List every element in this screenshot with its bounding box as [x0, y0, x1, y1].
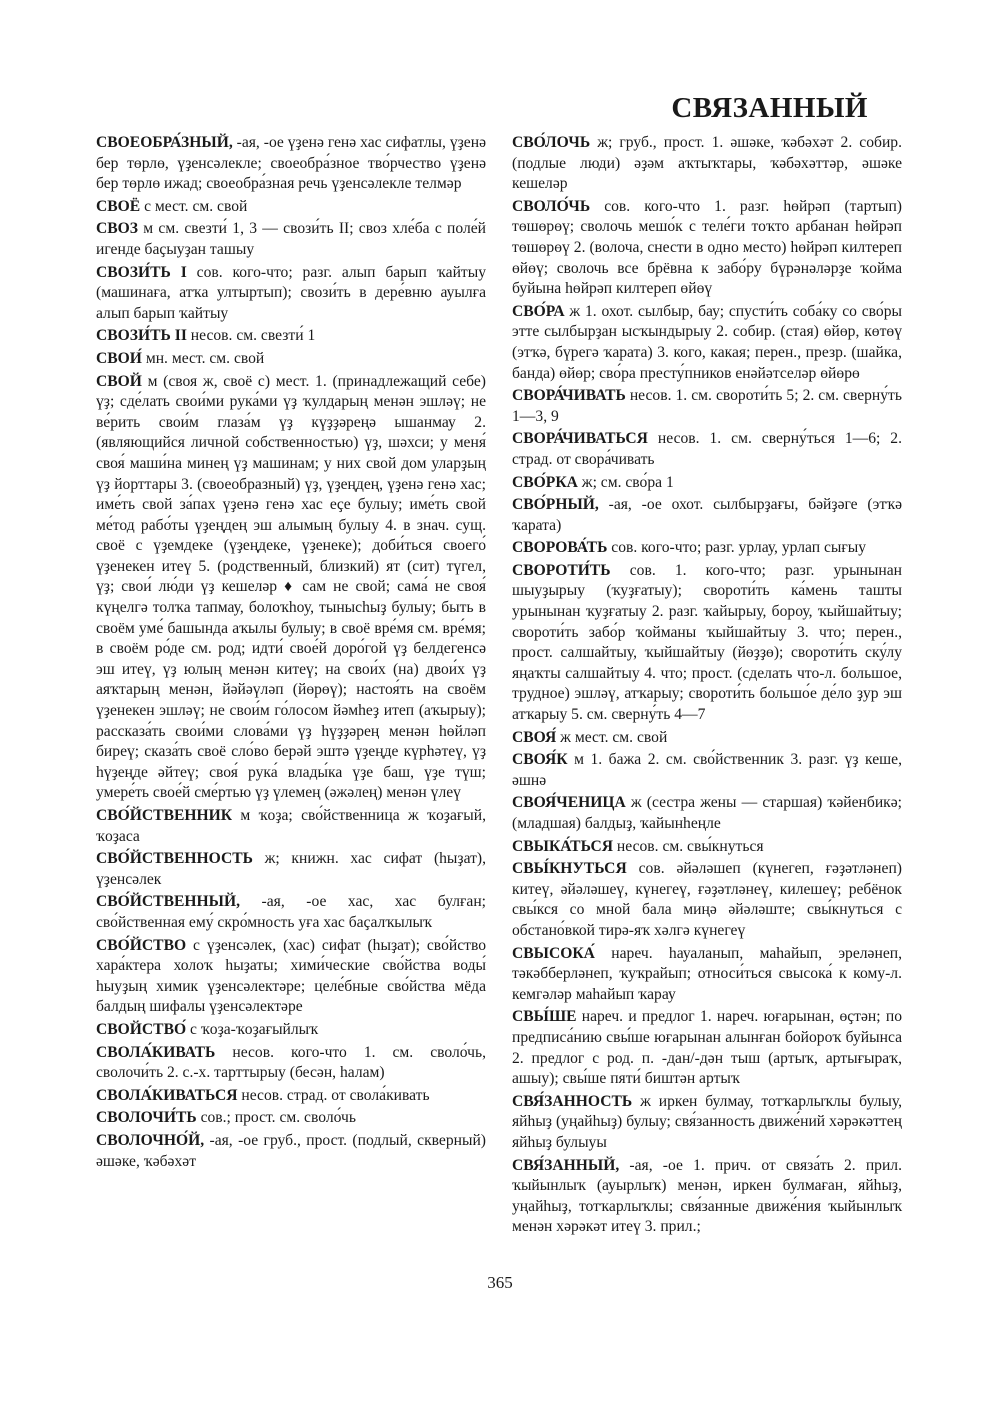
entry-headword: СВОЯ́К — [512, 751, 568, 769]
entry-headword: СВОЁ — [96, 197, 141, 215]
entry-headword: СВЫСОКА́ — [512, 944, 595, 962]
entry-headword: СВОРОТИ́ТЬ — [512, 561, 611, 579]
entry-headword: СВОЙ — [96, 372, 142, 390]
entry-definition: м см. свезти́ 1, 3 — свози́ть II; своз хле́ба с поле́й игенде баҫыуҙан ташыу — [96, 220, 486, 258]
entry-headword: СВО́ЛОЧЬ — [512, 134, 591, 151]
dictionary-entry — [96, 1108, 486, 1129]
entry-headword: СВОЛОЧНО́Й, — [96, 1131, 205, 1149]
entry-headword: СВОЕОБРА́ЗНЫЙ, — [96, 134, 233, 151]
dictionary-entry — [512, 302, 902, 384]
entry-headword: СВОЗ — [96, 220, 139, 238]
entry-headword: СВОИ́ — [96, 349, 142, 367]
entry-headword: СВОЛА́КИВАТЬ — [96, 1043, 216, 1061]
dictionary-entry — [96, 1086, 486, 1107]
dictionary-entry — [512, 197, 902, 300]
entry-definition: сов. 1. кого-что; разг. урынынан шыуҙырыу (ҡуҙғатыу); свороти́ть ка́мень ташты урынынан ҡуҙғатыу 2. разг. ҡайырыу, бороу, ҡыйшайтыу; свороти́ть забо́р ҡойманы ҡыйшайтыу 3. что; перен., прост. салшайтыу, ҡыйшайтыу (йөҙҙө); свороти́ть ску́лу яңаҡты салшайтыу 4. что; прост. (сделать что-л. большое, трудное) эшләү, атҡарыу; свороти́ть большо́е де́ло ҙур эш атҡарыу 5. см. сверну́ть 4—7 — [512, 561, 902, 724]
left-column — [96, 133, 486, 1174]
dictionary-entry — [96, 806, 486, 847]
dictionary-entry — [512, 728, 902, 749]
dictionary-entry — [96, 1131, 486, 1172]
entry-definition: ж мест. см. свой — [556, 728, 668, 746]
entry-headword: СВОЛО́ЧЬ — [512, 197, 591, 215]
entry-headword: СВОЗИ́ТЬ I — [96, 263, 187, 281]
entry-headword: СВОРОВА́ТЬ — [512, 539, 608, 557]
entry-headword: СВО́РКА — [512, 473, 578, 491]
entry-headword: СВОЛА́КИВАТЬСЯ — [96, 1086, 238, 1104]
entry-definition: ж; книжн. хас сифат (һыҙат), үҙенсәлек — [96, 850, 486, 888]
entry-definition: мн. мест. см. свой — [141, 349, 265, 367]
dictionary-entry — [96, 326, 486, 347]
dictionary-entry — [512, 859, 902, 941]
dictionary-entry — [96, 372, 486, 804]
dictionary-entry — [96, 219, 486, 260]
entry-definition: ж 1. охот. сылбыр, бау; спусти́ть соба́ку со сво́ры этте сылбырҙан ысҡындырыу 2. собир. (стая) өйөр, көтөү (этҡә, бүрегә ҡарата) 3. кого, какая; перен., презр. (шайка, банда) өйөр; сво́ра престу́пников енәйәтселәр өйөрө — [512, 302, 902, 382]
entry-headword: СВО́РА — [512, 302, 565, 320]
right-column — [512, 133, 902, 1240]
entry-definition: ж; груб., прост. 1. әшәке, ҡәбәхәт 2. собир. (подлые люди) әҙәм аҡтыҡтары, ҡәбәхәттәр, әшәке кешеләр — [512, 134, 902, 193]
dictionary-entry — [96, 1043, 486, 1084]
dictionary-entry — [96, 197, 486, 218]
entry-definition: нареч. и предлог 1. нареч. юғарынан, өҫтән; по предписа́нию свы́ше юғарынан алынған бойороҡ буйынса 2. предлог с род. п. -дан/-дән тыш (артыҡ, артығыраҡ, ашыу); свы́ше пяти́ биштән артыҡ — [512, 1008, 902, 1088]
entry-definition: -ая, -ое охот. сылбырҙағы, бәйҙәге (этҡә ҡарата) — [512, 496, 902, 534]
dictionary-entry — [96, 1020, 486, 1041]
entry-definition: сов.; прост. см. своло́чь — [196, 1109, 356, 1127]
entry-headword: СВО́ЙСТВЕННЫЙ, — [96, 893, 240, 911]
dictionary-entry — [512, 538, 902, 559]
entry-definition: -ая, -ое 1. прич. от связа́ть 2. прил. ҡыйынлыҡ (ауырлыҡ) менән, иркен булмаған, яйһыҙ, уңайһыҙ, тотҡарлыҡлы; свя́занные движе́ния ҡыйынлыҡ менән хәрәкәт итеү 3. прил.; — [512, 1156, 902, 1236]
entry-definition: несов. см. свезти́ 1 — [186, 327, 316, 345]
entry-definition: м ҡоҙа; сво́йственница ж ҡоҙағый, ҡоҙаса — [96, 807, 486, 845]
entry-headword: СВЫ́КНУТЬСЯ — [512, 860, 627, 878]
entry-headword: СВЫ́ШЕ — [512, 1008, 577, 1026]
entry-headword: СВО́ЙСТВЕННИК — [96, 807, 233, 824]
dictionary-entry — [96, 849, 486, 890]
dictionary-entry — [512, 561, 902, 726]
dictionary-entry — [512, 944, 902, 1006]
dictionary-entry — [512, 1092, 902, 1154]
entry-headword: СВОРА́ЧИВАТЬ — [512, 387, 626, 405]
entry-definition: сов. кого-что 1. разг. һөйрәп (тартып) төшөрөү; сволочь мешо́к с теле́ги тоҡто арбанан һөйрәп төшөрөү 2. (волоча, снести в одно место) һөйрәп килтереп өйөү; сволочь все брёвна к забо́ру бүрәнәләрҙе ҡойма буйына һөйрәп килтереп өйөү — [512, 197, 902, 298]
entry-headword: СВОЯ́ — [512, 728, 557, 746]
entry-headword: СВОЛОЧИ́ТЬ — [96, 1109, 197, 1127]
dictionary-entry — [96, 892, 486, 933]
entry-definition: несов. кого-что 1. см. своло́чь, сволочи́ть 2. с.-х. тарттырыу (бесән, һалам) — [96, 1043, 486, 1082]
entry-headword: СВОЙСТВО́ — [96, 1020, 187, 1038]
entry-definition: несов. 1. см. свороти́ть 5; 2. см. сверну́ть 1—3, 9 — [512, 387, 902, 425]
entry-definition: ж (сестра жены — старшая) ҡәйенбикә; (младшая) балдыҙ, ҡайынһеңле — [512, 794, 902, 832]
dictionary-entry — [512, 1007, 902, 1089]
entry-definition: с ҡоҙа-ҡоҙағыйлыҡ — [186, 1020, 319, 1038]
entry-headword: СВО́РНЫЙ, — [512, 496, 599, 514]
entry-definition: -ая, -ое груб., прост. (подлый, скверный) әшәке, ҡәбәхәт — [96, 1131, 486, 1170]
entry-definition: с мест. см. свой — [140, 197, 248, 215]
dictionary-entry — [512, 495, 902, 536]
dictionary-entry — [96, 349, 486, 370]
entry-definition: с үҙенсәлек, (хас) сифат (һыҙат); сво́йство хара́ктера холоҡ һыҙаты; хими́ческие сво́йства воды́ һыуҙың химик үҙенсәлектәре; целе́бные сво́йства мёда балдың шифалы үҙенсәлектәре — [96, 936, 486, 1016]
dictionary-entry — [512, 429, 902, 470]
entry-definition: сов. кого-что; разг. алып барып ҡайтыу (машинаға, атҡа ултыртып); свози́ть в дере́вню ауылға алып барып ҡайтыу — [96, 263, 486, 322]
dictionary-entry — [512, 793, 902, 834]
dictionary-entry — [512, 133, 902, 195]
entry-headword: СВО́ЙСТВО — [96, 936, 187, 954]
entry-definition: несов. см. свы́кнуться — [613, 837, 764, 855]
entry-definition: несов. страд. от свола́кивать — [237, 1086, 430, 1104]
running-head: СВЯЗАННЫЙ — [671, 92, 868, 124]
entry-definition: -ая, -ое үҙенә генә хас сифатлы, үҙенә бер төрлө, үҙенсәлекле; своеобра́зное тво́рчество үҙенә бер төрлө ижад; своеобра́зная речь үҙенсәлекле телмәр — [96, 134, 486, 193]
entry-definition: сов. кого-что; разг. урлау, урлап сығыу — [607, 539, 867, 557]
entry-definition: -ая, -ое хас, хас булған; сво́йственная ему́ скро́мность уға хас баҫалҡылыҡ — [96, 893, 486, 931]
dictionary-entry — [96, 263, 486, 325]
entry-definition: сов. әйәләшеп (күнегеп, ғәҙәтләнеп) китеү, әйәләшеү, күнегеү, ғәҙәтләнеү, килешеү; ребёнок свы́кся со мной бала миңә әйәләште; свы́кнуться с обстано́вкой тирә-яҡ хәлгә күнегеү — [512, 860, 902, 939]
entry-definition: м (своя ж, своё с) мест. 1. (принадлежащий себе) үҙ; сде́лать свои́ми рука́ми үҙ ҡулдарың менән эшләү; не ве́рить свои́м глаза́м үҙ күҙҙәреңә ышанмау 2. (являющийся личной собственностью) үҙ, шәхси; у меня́ своя́ маши́на минең үҙ машинам; у них свой дом уларҙың үҙ йорттары 3. (своеобразный) үҙ, үҙеңдең, үҙенә генә хас; име́ть свой за́пах үҙенә генә хас еҫе булыу; име́ть свой ме́тод рабо́ты үҙеңдең эш алымың булыу 4. в знач. сущ. своё с үҙемдеке (үҙеңдеке, үҙенеке); доби́ться своего́ үҙенекен итеү 5. (родственный, близкий) ят (сит) түгел, үҙ; свои́ лю́ди үҙ кешеләр ♦ сам не свой; сама́ не своя́ күңелгә толҡа тапмау, болоҡһоу, тынысһыҙ булыу; быть в своём уме́ башында аҡылы булыу; в своё вре́мя см. вре́мя; в своём ро́де см. род; идти́ свое́й доро́гой үҙ белдегенсә эш итеү, үҙ юлың менән китеү; на свои́х (на) двои́х үҙ аяҡтарың менән, йәйәүләп (йөрөү); настоя́ть на своём үҙенекен эшләү; не свои́м го́лосом йәмһеҙ итеп (аҡырыу); рассказа́ть свои́ми слова́ми үҙ һүҙҙәрең менән һөйләп биреү; сказа́ть своё сло́во берәй эштә үҙеңде күрһәтеү, үҙ һүҙеңде әйтеү; своя́ рука́ влады́ка үҙе баш, үҙе түш; умере́ть свое́й сме́ртью үҙ үлемең (әжәлең) менән үлеү — [96, 372, 486, 802]
entry-headword: СВОРА́ЧИВАТЬСЯ — [512, 430, 648, 448]
entry-definition: несов. 1. см. сверну́ться 1—6; 2. страд. от свора́чивать — [512, 430, 902, 468]
entry-headword: СВОЗИ́ТЬ II — [96, 327, 187, 345]
entry-definition: нареч. һауаланып, маһайып, эреләнеп, тәкәбберләнеп, ҡуҡрайып; относи́ться свысока́ к кому-л. кемгәләр маһайып ҡарау — [512, 944, 902, 1003]
entry-definition: ж; см. сво́ра 1 — [577, 473, 674, 491]
entry-headword: СВЯ́ЗАННОСТЬ — [512, 1092, 633, 1110]
dictionary-entry — [96, 133, 486, 195]
entry-headword: СВЯ́ЗАННЫЙ, — [512, 1156, 620, 1174]
dictionary-entry — [96, 936, 486, 1018]
page-number: 365 — [487, 1273, 513, 1292]
entry-headword: СВОЯ́ЧЕНИЦА — [512, 794, 626, 812]
dictionary-entry — [512, 386, 902, 427]
entry-headword: СВО́ЙСТВЕННОСТЬ — [96, 850, 253, 868]
entry-headword: СВЫКА́ТЬСЯ — [512, 837, 614, 855]
dictionary-entry — [512, 473, 902, 494]
entry-definition: м 1. бажа 2. см. сво́йственник 3. разг. үҙ кеше, әшнә — [512, 751, 902, 789]
dictionary-entry — [512, 750, 902, 791]
entry-definition: ж иркен булмау, тотҡарлыҡлы булыу, яйһыҙ (уңайһыҙ) булыу; свя́занность движе́ний хәрәкәттең яйһыҙ булыуы — [512, 1092, 902, 1151]
dictionary-entry — [512, 1156, 902, 1238]
dictionary-entry — [512, 837, 902, 858]
